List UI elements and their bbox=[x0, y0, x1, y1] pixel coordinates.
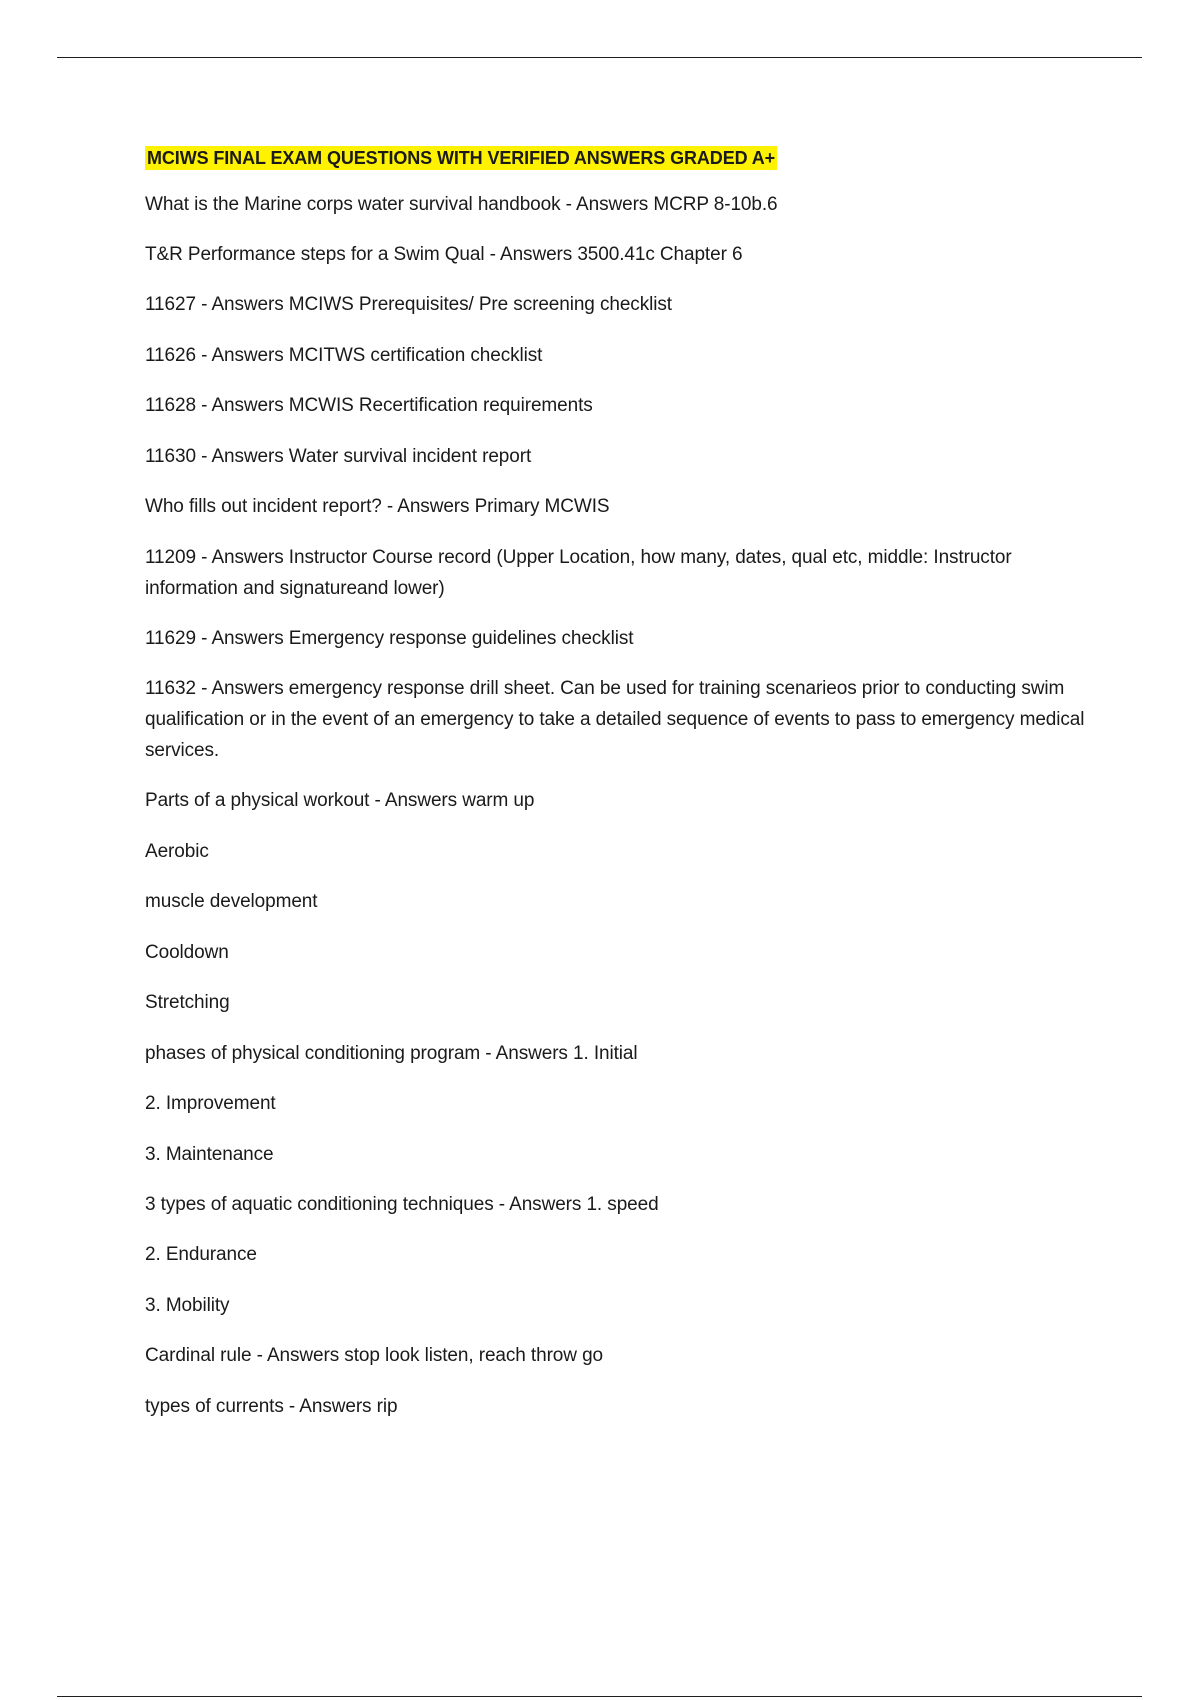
qa-line: 11209 - Answers Instructor Course record (Upper Location, how many, dates, qual etc, middle: Instructor information and signatureand lower) bbox=[145, 547, 1012, 599]
qa-line: T&R Performance steps for a Swim Qual - Answers 3500.41c Chapter 6 bbox=[145, 244, 743, 265]
qa-line: 11626 - Answers MCITWS certification checklist bbox=[145, 345, 543, 366]
qa-line: 3 types of aquatic conditioning techniques - Answers 1. speed bbox=[145, 1194, 659, 1215]
document-title: MCIWS FINAL EXAM QUESTIONS WITH VERIFIED ANSWERS GRADED A+ bbox=[147, 148, 776, 168]
qa-line: Cardinal rule - Answers stop look listen, reach throw go bbox=[145, 1345, 604, 1366]
qa-line: Stretching bbox=[145, 992, 230, 1013]
qa-line: 3. Mobility bbox=[145, 1295, 230, 1316]
qa-line: 3. Maintenance bbox=[145, 1144, 274, 1165]
qa-line: What is the Marine corps water survival handbook - Answers MCRP 8-10b.6 bbox=[145, 194, 778, 215]
qa-line: 2. Improvement bbox=[145, 1093, 276, 1114]
qa-line: Aerobic bbox=[145, 841, 209, 862]
qa-line: Parts of a physical workout - Answers warm up bbox=[145, 790, 535, 811]
qa-line: muscle development bbox=[145, 891, 318, 912]
qa-line: phases of physical conditioning program - Answers 1. Initial bbox=[145, 1043, 638, 1064]
qa-line: 11632 - Answers emergency response drill sheet. Can be used for training scenarieos prior to conducting swim qualification or in the event of an emergency to take a detailed sequence of events to pass to emergency medical services. bbox=[145, 678, 1085, 761]
footer-rule bbox=[57, 1696, 1142, 1697]
document-body bbox=[145, 146, 1105, 1422]
qa-line: 11630 - Answers Water survival incident report bbox=[145, 446, 532, 467]
qa-line: Cooldown bbox=[145, 942, 229, 963]
qa-line: 11627 - Answers MCIWS Prerequisites/ Pre screening checklist bbox=[145, 294, 672, 315]
qa-line: 2. Endurance bbox=[145, 1244, 257, 1265]
qa-line: Who fills out incident report? - Answers Primary MCWIS bbox=[145, 496, 610, 517]
qa-line: types of currents - Answers rip bbox=[145, 1396, 398, 1417]
qa-list bbox=[145, 189, 1105, 1422]
qa-line: 11629 - Answers Emergency response guidelines checklist bbox=[145, 628, 634, 649]
qa-line: 11628 - Answers MCWIS Recertification requirements bbox=[145, 395, 593, 416]
header-rule bbox=[57, 57, 1142, 58]
